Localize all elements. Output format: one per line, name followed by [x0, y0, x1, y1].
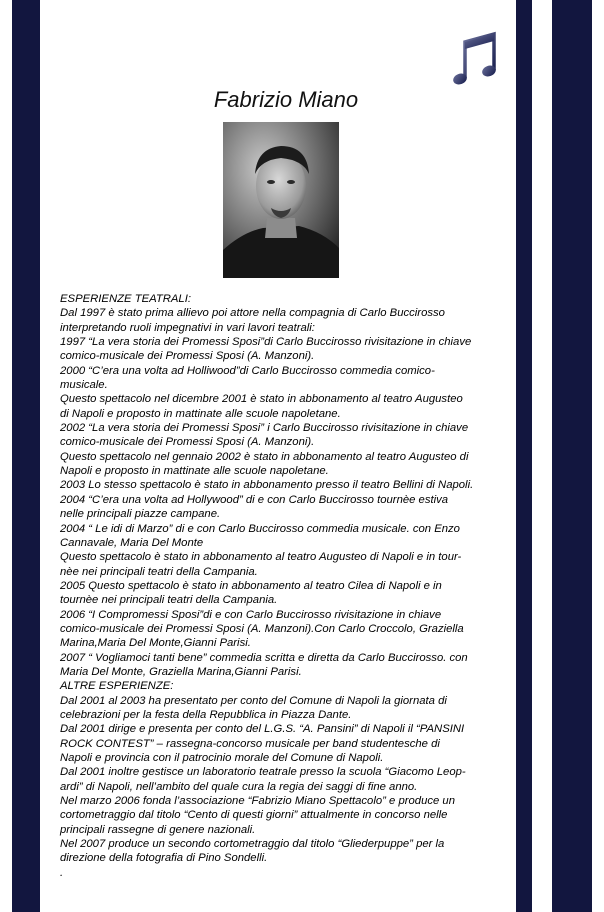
text-line: Questo spettacolo è stato in abbonamento al teatro Augusteo di Napoli e in tour-	[60, 551, 462, 564]
text-line: Nel 2007 produce un secondo cortometraggio dal titolo “Gliederpuppe” per la	[60, 838, 445, 851]
biography-text	[60, 292, 508, 880]
text-line: principali rassegne di genere nazionali.	[60, 823, 256, 836]
text-line: Cannavale, Maria Del Monte	[60, 536, 204, 549]
text-line: tournèe nei principali teatri della Campania.	[60, 594, 278, 607]
text-line: ESPERIENZE TEATRALI:	[60, 293, 191, 305]
text-line: comico-musicale dei Promessi Sposi (A. Manzoni).Con Carlo Croccolo, Graziella	[60, 622, 464, 635]
text-line: Napoli e provincia con il patrocinio morale del Comune di Napoli.	[60, 752, 384, 764]
text-line: 2004 “ Le idi di Marzo” di e con Carlo Buccirosso commedia musicale. con Enzo	[60, 522, 460, 535]
text-line: Napoli e proposto in mattinate alle scuole napoletane.	[60, 465, 329, 478]
text-line: 2006 “I Compromessi Sposi”di e con Carlo Buccirosso rivisitazione in chiave	[60, 608, 442, 621]
text-line: Questo spettacolo nel gennaio 2002 è stato in abbonamento al teatro Augusteo di	[60, 450, 469, 463]
text-line: Dal 1997 è stato prima allievo poi attore nella compagnia di Carlo Buccirosso	[60, 307, 445, 320]
text-line: nelle principali piazze campane.	[60, 508, 221, 521]
text-line: Dal 2001 inoltre gestisce un laboratorio teatrale presso la scuola “Giacomo Leop-	[60, 766, 466, 779]
text-line: Dal 2001 al 2003 ha presentato per conto del Comune di Napoli la giornata di	[60, 694, 447, 707]
music-note-icon	[452, 30, 498, 90]
text-line: 2007 “ Vogliamoci tanti bene” commedia scritta e diretta da Carlo Buccirosso. con	[60, 651, 468, 664]
text-line: 2004 “C’era una volta ad Hollywood” di e con Carlo Buccirosso tournèe estiva	[60, 493, 449, 506]
text-line: cortometraggio dal titolo “Cento di questi giorni” attualmente in concorso nelle	[60, 809, 448, 822]
text-line: comico-musicale dei Promessi Sposi (A. Manzoni).	[60, 436, 315, 449]
text-line: ardi” di Napoli, nell’ambito del quale cura la regia dei saggi di fine anno.	[60, 780, 418, 793]
text-line: musicale.	[60, 379, 108, 392]
text-line: 2005 Questo spettacolo è stato in abbonamento al teatro Cilea di Napoli e in	[60, 579, 442, 592]
left-border-stripe	[12, 0, 40, 912]
text-line: Maria Del Monte, Graziella Marina,Gianni Parisi.	[60, 665, 302, 678]
text-line: 2000 “C’era una volta ad Holliwood”di Carlo Buccirosso commedia comico-	[60, 364, 435, 377]
page-title: Fabrizio Miano	[213, 87, 359, 112]
text-line: Nel marzo 2006 fonda l’associazione “Fabrizio Miano Spettacolo” e produce un	[60, 795, 455, 808]
text-line: Dal 2001 dirige e presenta per conto del L.G.S. “A. Pansini” di Napoli il “PANSINI	[60, 723, 465, 736]
text-line: comico-musicale dei Promessi Sposi (A. Manzoni).	[60, 350, 315, 363]
text-line: di Napoli e proposto in mattinate alle scuole napoletane.	[60, 407, 341, 420]
right-border-stripe-outer	[552, 0, 592, 912]
text-line: Questo spettacolo nel dicembre 2001 è stato in abbonamento al teatro Augusteo	[60, 393, 463, 406]
text-line: interpretando ruoli impegnativi in vari lavori teatrali:	[60, 321, 315, 334]
text-line: 2003 Lo stesso spettacolo è stato in abbonamento presso il teatro Bellini di Napoli.	[60, 479, 474, 492]
text-line: Marina,Maria Del Monte,Gianni Parisi.	[60, 637, 251, 650]
text-line: 2002 “La vera storia dei Promessi Sposi” i Carlo Buccirosso rivisitazione in chiave	[60, 422, 469, 435]
text-line: direzione della fotografia di Pino Sondelli.	[60, 852, 268, 865]
text-line: 1997 “La vera storia dei Promessi Sposi”di Carlo Buccirosso rivisitazione in chiave	[60, 336, 472, 349]
right-border-stripe-inner	[516, 0, 532, 912]
text-line: nèe nei principali teatri della Campania.	[60, 565, 258, 578]
text-line: celebrazioni per la festa della Repubblica in Piazza Dante.	[60, 708, 352, 721]
portrait-photo	[223, 122, 339, 278]
text-line: ROCK CONTEST” – rassegna-concorso musicale per band studentesche di	[60, 737, 440, 750]
text-line: .	[60, 866, 64, 879]
text-line: ALTRE ESPERIENZE:	[60, 680, 174, 693]
